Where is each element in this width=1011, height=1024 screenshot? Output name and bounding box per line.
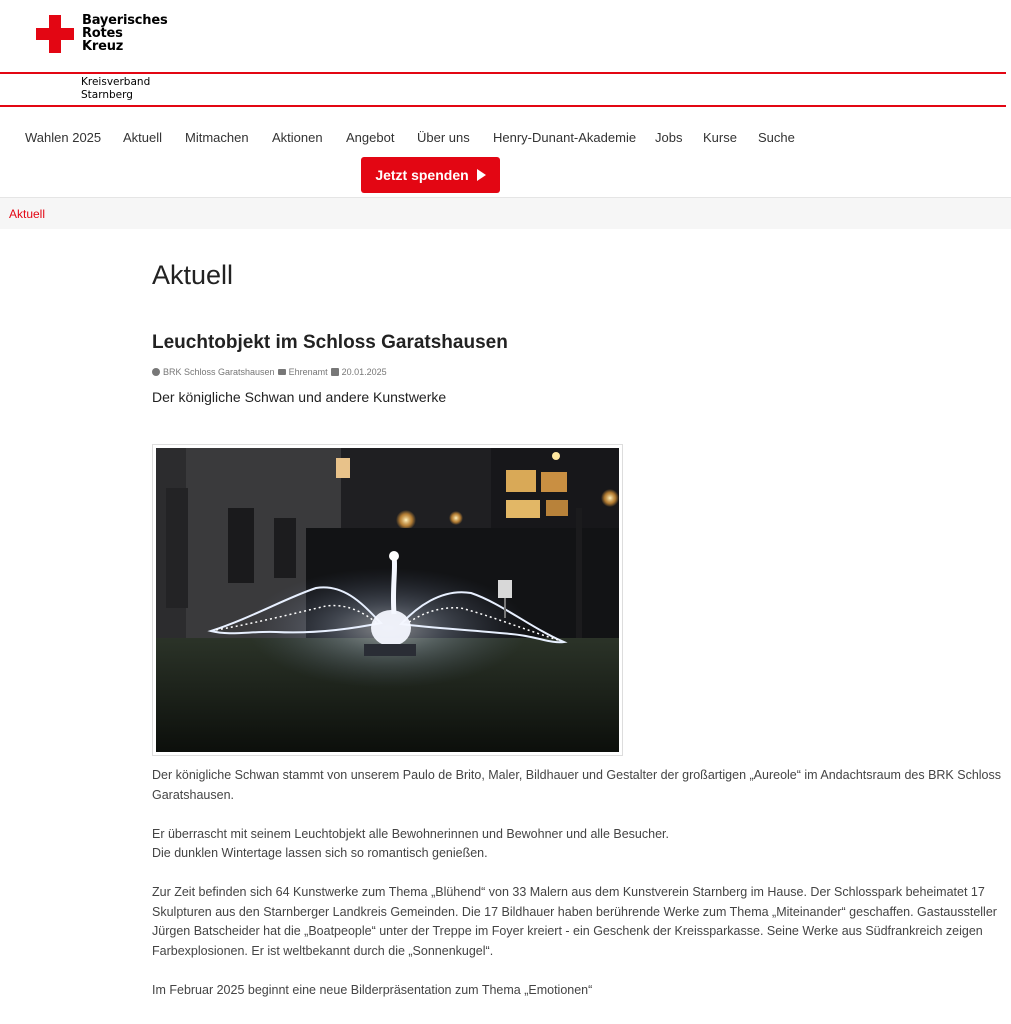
article-body	[152, 766, 1002, 1020]
article-paragraph: Der königliche Schwan stammt von unserem Paulo de Brito, Maler, Bildhauer und Gestalter der großartigen „Aureole“ im Andachtsraum des BRK Schloss Garatshausen.	[152, 768, 1002, 802]
logo-line: Kreuz	[82, 39, 124, 54]
illuminated-swan-photo	[156, 448, 619, 752]
nav-item-jobs[interactable]: Jobs	[655, 130, 683, 145]
article-subtitle: Der königliche Schwan und andere Kunstwerke	[152, 389, 447, 405]
article-meta	[152, 367, 387, 377]
nav-item-angebot[interactable]: Angebot	[346, 130, 395, 145]
nav-item-suche[interactable]: Suche	[758, 130, 795, 145]
article-paragraph: Zur Zeit befinden sich 64 Kunstwerke zum Thema „Blühend“ von 33 Malern aus dem Kunstverein Starnberg im Hause. Der Schlosspark beheimatet 17 Skulpturen aus den Starnberger Landkreis Gemeinden. Die 17 Bildhauer haben berührende Werke zum Thema „Miteinander“ geschaffen. Gastaussteller Jürgen Batscheider hat die „Boatpeople“ unter der Treppe im Foyer kreiert - ein Geschenk der Kreissparkasse. Seine Werke aus Südfrankreich zeigen Farbexplosionen. Er ist weltbekannt durch die „Sonnenkugel“.	[152, 885, 997, 958]
nav-item-ueber-uns[interactable]: Über uns	[417, 130, 470, 145]
nav-item-wahlen[interactable]: Wahlen 2025	[25, 130, 102, 145]
meta-category[interactable]: Ehrenamt	[288, 367, 328, 377]
main-nav	[0, 130, 1011, 152]
breadcrumb-item[interactable]: Aktuell	[9, 207, 46, 221]
nav-item-kurse[interactable]: Kurse	[703, 130, 737, 145]
article-title[interactable]: Leuchtobjekt im Schloss Garatshausen	[152, 332, 508, 353]
article-paragraph: Im Februar 2025 beginnt eine neue Bilderpräsentation zum Thema „Emotionen“	[152, 982, 593, 997]
nav-item-mitmachen[interactable]: Mitmachen	[185, 130, 249, 145]
globe-icon	[152, 368, 160, 376]
donate-label: Jetzt spenden	[375, 167, 469, 183]
article-paragraph: Er überrascht mit seinem Leuchtobjekt alle Bewohnerinnen und Bewohner und alle Besucher. Die dunklen Wintertage lassen sich so romantisch genießen.	[152, 826, 669, 860]
nav-item-aktuell[interactable]: Aktuell	[123, 130, 163, 145]
nav-item-henry-dunant-akademie[interactable]: Henry-Dunant-Akademie	[493, 130, 637, 145]
kreisverband-label	[81, 76, 150, 102]
logo-line: Rotes	[82, 26, 123, 41]
folder-icon	[278, 369, 286, 375]
kreisverband-line: Kreisverband	[81, 76, 151, 88]
red-cross-icon	[36, 15, 74, 53]
header-divider	[0, 72, 1006, 74]
play-arrow-icon	[477, 169, 486, 181]
main-content	[152, 258, 1002, 997]
page-title: Aktuell	[152, 260, 234, 290]
header-divider	[0, 105, 1006, 107]
brk-logo[interactable]	[36, 14, 168, 53]
calendar-icon	[331, 368, 339, 376]
logo-line: Bayerisches	[82, 13, 168, 28]
kreisverband-line: Starnberg	[81, 89, 133, 101]
nav-item-aktionen[interactable]: Aktionen	[272, 130, 323, 145]
meta-date: 20.01.2025	[341, 367, 387, 377]
logo-wordmark	[82, 14, 168, 53]
article-image-frame	[152, 444, 623, 756]
breadcrumb	[0, 197, 1011, 229]
donate-button[interactable]	[361, 157, 500, 193]
meta-location[interactable]: BRK Schloss Garatshausen	[163, 367, 275, 377]
